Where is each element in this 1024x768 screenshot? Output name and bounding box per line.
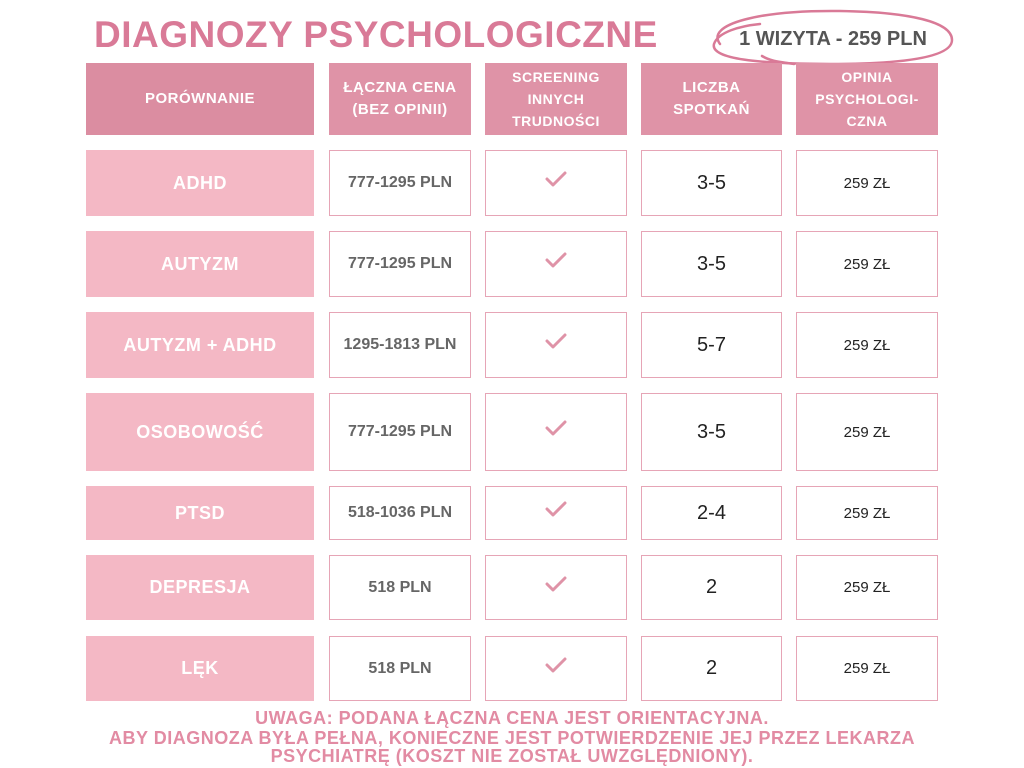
header-line: SPOTKAŃ — [673, 101, 750, 118]
header-line: TRUDNOŚCI — [512, 113, 600, 129]
meetings-cell: 3-5 — [641, 393, 782, 471]
opinion-cell: 259 ZŁ — [796, 312, 938, 378]
header-screening-text — [512, 66, 600, 132]
price-cell: 777-1295 PLN — [329, 393, 471, 471]
screening-cell — [485, 231, 627, 297]
header-line: ŁĄCZNA CENA — [343, 79, 457, 96]
header-line: PORÓWNANIE — [145, 90, 255, 107]
header-meetings-text — [673, 77, 750, 121]
row-label: DEPRESJA — [86, 555, 314, 620]
meetings-cell: 3-5 — [641, 150, 782, 216]
meetings-cell: 2 — [641, 636, 782, 701]
meetings-cell: 2 — [641, 555, 782, 620]
header-total-price-text — [343, 77, 456, 121]
visit-price-note: 1 WIZYTA - 259 PLN — [739, 28, 927, 50]
opinion-cell: 259 ZŁ — [796, 486, 938, 540]
opinion-cell: 259 ZŁ — [796, 150, 938, 216]
screening-cell — [485, 150, 627, 216]
header-comparison-text — [145, 88, 255, 110]
screening-cell — [485, 312, 627, 378]
check-icon — [545, 657, 567, 673]
price-cell: 777-1295 PLN — [329, 231, 471, 297]
meetings-cell: 5-7 — [641, 312, 782, 378]
opinion-cell: 259 ZŁ — [796, 555, 938, 620]
opinion-cell: 259 ZŁ — [796, 393, 938, 471]
meetings-cell: 3-5 — [641, 231, 782, 297]
header-line: CZNA — [846, 113, 888, 129]
row-label: ADHD — [86, 150, 314, 216]
header-meetings — [641, 63, 782, 135]
meetings-cell: 2-4 — [641, 486, 782, 540]
opinion-cell: 259 ZŁ — [796, 636, 938, 701]
price-cell: 518-1036 PLN — [329, 486, 471, 540]
header-total-price — [329, 63, 471, 135]
footnote-line: ABY DIAGNOZA BYŁA PEŁNA, KONIECZNE JEST POTWIERDZENIE JEJ PRZEZ LEKARZA — [109, 728, 915, 748]
header-line: INNYCH — [527, 91, 585, 107]
screening-cell — [485, 393, 627, 471]
screening-cell — [485, 636, 627, 701]
check-icon — [545, 252, 567, 268]
check-icon — [545, 420, 567, 436]
header-line: PSYCHOLOGI- — [815, 91, 919, 107]
row-label: OSOBOWOŚĆ — [86, 393, 314, 471]
header-line: SCREENING — [512, 69, 600, 85]
header-comparison — [86, 63, 314, 135]
screening-cell — [485, 486, 627, 540]
row-label: LĘK — [86, 636, 314, 701]
opinion-cell: 259 ZŁ — [796, 231, 938, 297]
price-cell: 777-1295 PLN — [329, 150, 471, 216]
row-label: AUTYZM + ADHD — [86, 312, 314, 378]
check-icon — [545, 171, 567, 187]
header-opinion — [796, 63, 938, 135]
price-cell: 518 PLN — [329, 555, 471, 620]
header-opinion-text — [815, 66, 919, 132]
row-label: PTSD — [86, 486, 314, 540]
header-line: OPINIA — [841, 69, 893, 85]
header-screening — [485, 63, 627, 135]
page-title: DIAGNOZY PSYCHOLOGICZNE — [94, 14, 658, 55]
screening-cell — [485, 555, 627, 620]
check-icon — [545, 501, 567, 517]
footnote-line: PSYCHIATRĘ (KOSZT NIE ZOSTAŁ UWZGLĘDNIONY). — [270, 746, 754, 766]
check-icon — [545, 333, 567, 349]
check-icon — [545, 576, 567, 592]
row-label: AUTYZM — [86, 231, 314, 297]
footnote-line: UWAGA: PODANA ŁĄCZNA CENA JEST ORIENTACYJNA. — [255, 708, 769, 728]
price-cell: 1295-1813 PLN — [329, 312, 471, 378]
header-line: LICZBA — [682, 79, 741, 96]
header-line: (BEZ OPINII) — [352, 101, 448, 118]
price-cell: 518 PLN — [329, 636, 471, 701]
